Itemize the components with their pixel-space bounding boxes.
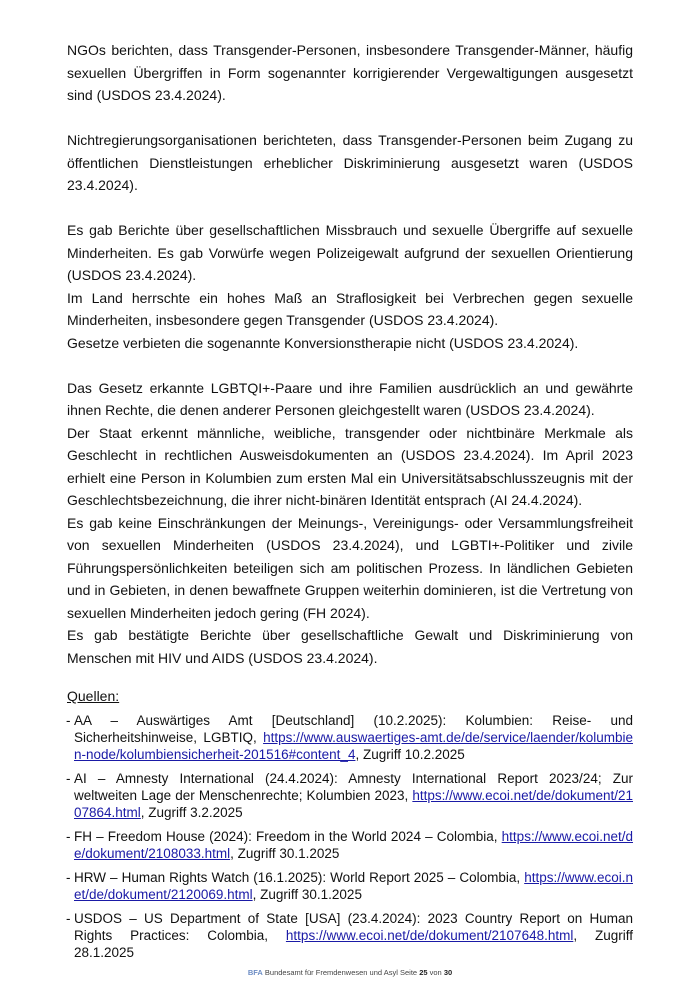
dash-bullet: -	[66, 828, 71, 844]
source-item	[67, 712, 633, 763]
document-body	[67, 0, 633, 961]
footer-of-label: von	[429, 967, 442, 977]
source-item	[67, 770, 633, 821]
source-item	[67, 869, 633, 903]
page-footer	[0, 968, 700, 998]
footer-org: Bundesamt für Fremdenwesen und Asyl	[264, 967, 398, 977]
footer-page-number: 25	[419, 967, 428, 977]
paragraph: Das Gesetz erkannte LGBTQI+-Paare und ihre Familien ausdrücklich an und gewährte ihnen Rechte, die denen anderer Personen gleichgestellt waren (USDOS 23.4.2024).	[67, 379, 633, 418]
paragraph: Nichtregierungsorganisationen berichteten, dass Transgender-Personen beim Zugang zu öffentlichen Dienstleistungen erheblicher Diskriminierung ausgesetzt waren (USDOS 23.4.2024).	[67, 132, 633, 193]
source-item	[67, 910, 633, 961]
sources-heading: Quellen:	[67, 688, 120, 704]
source-link[interactable]: https://www.auswaertiges-amt.de/de/service/laender/kolumbien-node/kolumbiensicherheit-201516#content_4	[74, 729, 633, 762]
source-text: USDOS – US Department of State [USA] (23.4.2024): 2023 Country Report on Human Rights Practices: Colombia,	[74, 910, 633, 943]
source-text: AA – Auswärtiges Amt [Deutschland] (10.2.2025): Kolumbien: Reise- und Sicherheitshinweise, LGBTIQ,	[74, 712, 633, 745]
source-link[interactable]: https://www.ecoi.net/de/dokument/2107864.html	[74, 787, 633, 820]
source-text: HRW – Human Rights Watch (16.1.2025): World Report 2025 – Colombia,	[74, 869, 525, 885]
paragraph: Es gab Berichte über gesellschaftlichen Missbrauch und sexuelle Übergriffe auf sexuelle Minderheiten. Es gab Vorwürfe wegen Polizeigewalt aufgrund der sexuellen Orientierung (USDOS 23.4.2024).	[67, 222, 633, 283]
source-link[interactable]: https://www.ecoi.net/de/dokument/2108033.html	[74, 828, 633, 861]
paragraph: Es gab keine Einschränkungen der Meinungs-, Vereinigungs- oder Versammlungsfreiheit von sexuellen Minderheiten (USDOS 23.4.2024), und LGBTI+-Politiker und zivile Führungspersönlichkeiten beteiligen sich am politischen Prozess. In ländlichen Gebieten und in Gebieten, in denen bewaffnete Gruppen weiterhin dominieren, ist die Vertretung von sexuellen Minderheiten jedoch gering (FH 2024).	[67, 514, 633, 621]
paragraph: Gesetze verbieten die sogenannte Konversionstherapie nicht (USDOS 23.4.2024).	[67, 334, 579, 351]
dash-bullet: -	[66, 869, 71, 885]
source-text: FH – Freedom House (2024): Freedom in the World 2024 – Colombia,	[74, 828, 502, 844]
source-link[interactable]: https://www.ecoi.net/de/dokument/2107648.html	[285, 927, 574, 943]
source-access-date: , Zugriff 30.1.2025	[252, 886, 362, 902]
dash-bullet: -	[66, 910, 71, 926]
source-access-date: , Zugriff 28.1.2025	[74, 927, 633, 960]
bfa-logo: BFA	[247, 967, 263, 977]
footer-page-label: Seite	[400, 967, 418, 977]
source-access-date: , Zugriff 30.1.2025	[230, 845, 340, 861]
source-access-date: , Zugriff 3.2.2025	[140, 804, 243, 820]
paragraph: Es gab bestätigte Berichte über gesellschaftliche Gewalt und Diskriminierung von Menschen mit HIV und AIDS (USDOS 23.4.2024).	[67, 627, 633, 666]
footer-page-total: 30	[443, 967, 453, 977]
paragraph: Im Land herrschte ein hohes Maß an Straflosigkeit bei Verbrechen gegen sexuelle Minderheiten, insbesondere gegen Transgender (USDOS 23.4.2024).	[67, 289, 633, 328]
source-link[interactable]: https://www.ecoi.net/de/dokument/2120069.html	[74, 869, 633, 902]
sources-list	[67, 712, 633, 961]
dash-bullet: -	[66, 770, 71, 786]
source-text: AI – Amnesty International (24.4.2024): Amnesty International Report 2023/24; Zur weltweiten Lage der Menschenrechte; Kolumbien 2023,	[74, 770, 633, 803]
paragraph: Der Staat erkennt männliche, weibliche, transgender oder nichtbinäre Merkmale als Geschlecht in rechtlichen Ausweisdokumenten an (USDOS 23.4.2024). Im April 2023 erhielt eine Person in Kolumbien zum ersten Mal ein Universitätsabschlusszeugnis mit der Geschlechtsbezeichnung, die ihrer nicht-binären Identität entsprach (AI 24.4.2024).	[67, 424, 633, 508]
source-access-date: , Zugriff 10.2.2025	[355, 746, 465, 762]
dash-bullet: -	[66, 712, 71, 728]
paragraph: NGOs berichten, dass Transgender-Personen, insbesondere Transgender-Männer, häufig sexuellen Übergriffen in Form sogenannter korrigierender Vergewaltigungen ausgesetzt sind (USDOS 23.4.2024).	[67, 42, 633, 103]
source-item	[67, 828, 633, 862]
